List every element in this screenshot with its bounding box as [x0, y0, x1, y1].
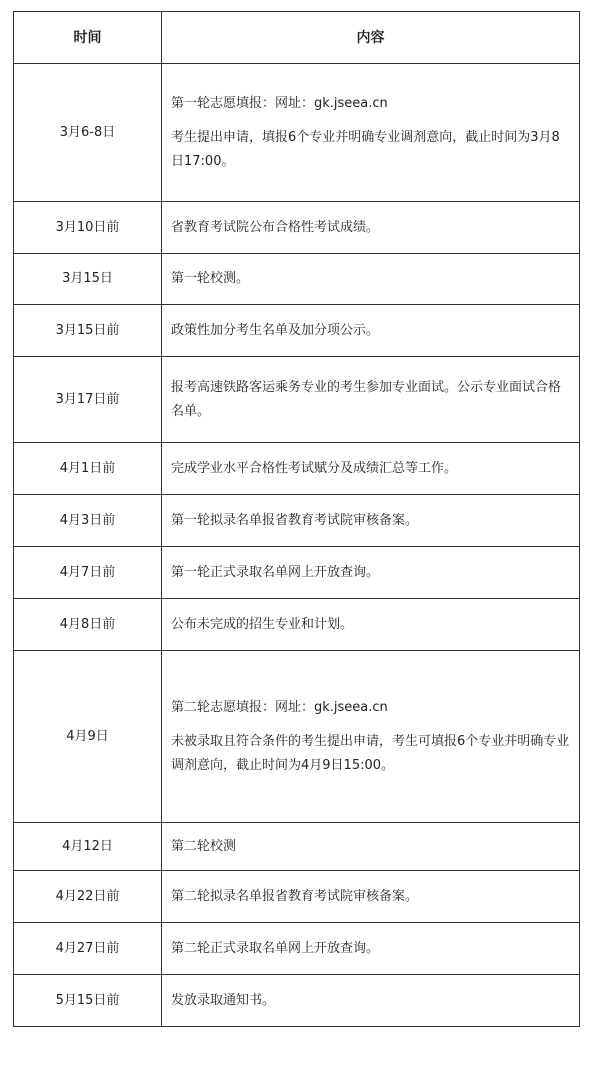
- table-row: [14, 254, 580, 305]
- row-time: 4月12日: [14, 823, 162, 871]
- row-paragraph: 第一轮拟录名单报省教育考试院审核备案。: [171, 512, 419, 528]
- row-time: 3月6-8日: [14, 64, 162, 202]
- content-column-header: 内容: [162, 12, 580, 64]
- row-time: 4月8日前: [14, 599, 162, 651]
- row-paragraph: 公布未完成的招生专业和计划。: [171, 616, 354, 632]
- row-time: 3月17日前: [14, 357, 162, 443]
- row-content: [162, 599, 580, 651]
- row-time: 5月15日前: [14, 975, 162, 1027]
- row-paragraph: 第二轮校测: [171, 838, 237, 854]
- row-paragraph: 未被录取且符合条件的考生提出申请，考生可填报6个专业并明确专业调剂意向，截止时间为4月9日15:00。: [171, 733, 570, 773]
- row-content: [162, 443, 580, 495]
- header-row: [14, 12, 580, 64]
- row-time: 4月3日前: [14, 495, 162, 547]
- row-time: 4月22日前: [14, 871, 162, 923]
- row-paragraph: 报考高速铁路客运乘务专业的考生参加专业面试。公示专业面试合格名单。: [171, 379, 562, 419]
- row-content: [162, 202, 580, 254]
- table-row: [14, 495, 580, 547]
- row-paragraph: 省教育考试院公布合格性考试成绩。: [171, 219, 380, 235]
- row-time: 3月15日前: [14, 305, 162, 357]
- row-content: [162, 975, 580, 1027]
- row-time: 3月15日: [14, 254, 162, 305]
- row-paragraph: 第一轮正式录取名单网上开放查询。: [171, 564, 380, 580]
- schedule-table: [13, 11, 580, 1027]
- row-paragraph: 第二轮志愿填报：网址：gk.jseea.cn: [171, 699, 388, 715]
- row-paragraph: 第二轮拟录名单报省教育考试院审核备案。: [171, 888, 419, 904]
- table-row: [14, 202, 580, 254]
- row-content: [162, 871, 580, 923]
- table-row: [14, 64, 580, 202]
- table-row: [14, 547, 580, 599]
- row-content: [162, 357, 580, 443]
- table-row: [14, 305, 580, 357]
- row-content: [162, 305, 580, 357]
- row-content: [162, 64, 580, 202]
- table-row: [14, 923, 580, 975]
- row-paragraph: 政策性加分考生名单及加分项公示。: [171, 322, 380, 338]
- row-time: 4月27日前: [14, 923, 162, 975]
- row-content: [162, 651, 580, 823]
- row-paragraph: 考生提出申请，填报6个专业并明确专业调剂意向，截止时间为3月8日17:00。: [171, 129, 560, 169]
- time-column-header: 时间: [14, 12, 162, 64]
- row-paragraph: 第一轮校测。: [171, 271, 250, 286]
- row-time: 4月7日前: [14, 547, 162, 599]
- row-time: 3月10日前: [14, 202, 162, 254]
- row-time: 4月1日前: [14, 443, 162, 495]
- row-content: [162, 254, 580, 305]
- row-paragraph: 第二轮正式录取名单网上开放查询。: [171, 940, 380, 956]
- row-paragraph: 完成学业水平合格性考试赋分及成绩汇总等工作。: [171, 460, 458, 476]
- row-content: [162, 547, 580, 599]
- table-row: [14, 871, 580, 923]
- row-content: [162, 495, 580, 547]
- row-paragraph: 发放录取通知书。: [171, 992, 276, 1008]
- table-row: [14, 823, 580, 871]
- row-paragraph: 第一轮志愿填报：网址：gk.jseea.cn: [171, 95, 388, 111]
- table-row: [14, 357, 580, 443]
- table-row: [14, 975, 580, 1027]
- row-content: [162, 923, 580, 975]
- table-row: [14, 443, 580, 495]
- row-content: [162, 823, 580, 871]
- row-time: 4月9日: [14, 651, 162, 823]
- table-row: [14, 651, 580, 823]
- table-row: [14, 599, 580, 651]
